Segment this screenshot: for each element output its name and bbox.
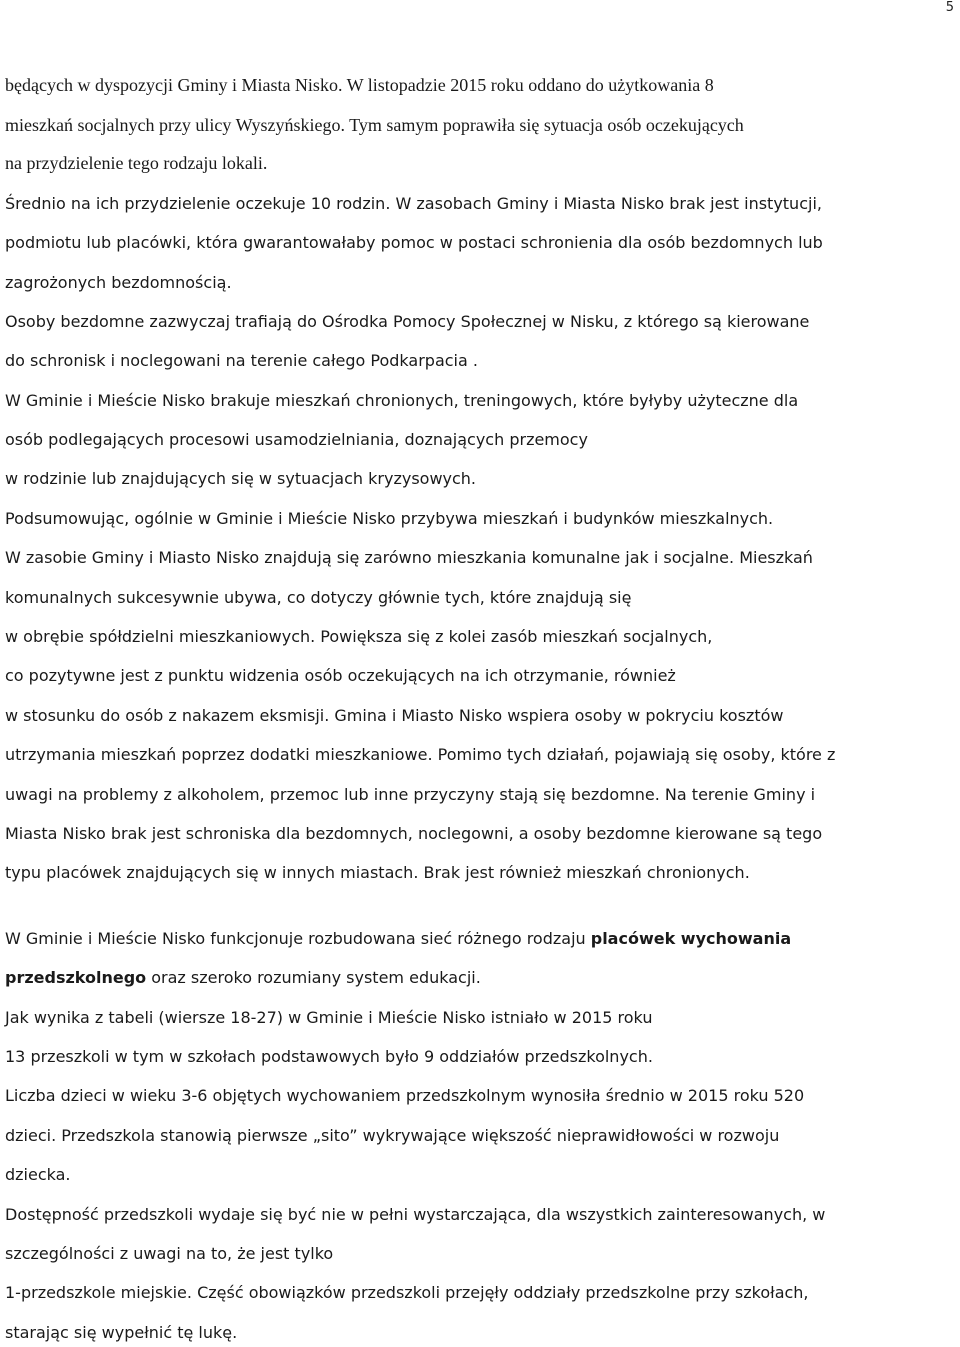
- text-line: Jak wynika z tabeli (wiersze 18-27) w Gminie i Mieście Nisko istniało w 2015 roku: [5, 1008, 653, 1027]
- text-line: zagrożonych bezdomnością.: [5, 273, 232, 292]
- text-line: podmiotu lub placówki, która gwarantowałaby pomoc w postaci schronienia dla osób bezdomnych lub: [5, 233, 823, 252]
- text-line: uwagi na problemy z alkoholem, przemoc lub inne przyczyny stają się bezdomne. Na terenie Gminy i: [5, 785, 816, 804]
- text-line: w stosunku do osób z nakazem eksmisji. Gmina i Miasto Nisko wspiera osoby w pokryciu kosztów: [5, 706, 784, 725]
- bold-text: placówek wychowania: [590, 929, 792, 948]
- text-line: Liczba dzieci w wieku 3-6 objętych wychowaniem przedszkolnym wynosiła średnio w 2015 roku 520: [5, 1086, 805, 1105]
- text-line: starając się wypełnić tę lukę.: [5, 1323, 238, 1342]
- text-line: co pozytywne jest z punktu widzenia osób oczekujących na ich otrzymanie, również: [5, 666, 676, 685]
- text-line: na przydzielenie tego rodzaju lokali.: [5, 153, 268, 173]
- text-line: osób podlegających procesowi usamodzielniania, doznających przemocy: [5, 430, 588, 449]
- text-line: 1-przedszkole miejskie. Część obowiązków przedszkoli przejęły oddziały przedszkolne przy szkołach,: [5, 1283, 809, 1302]
- text-line: komunalnych sukcesywnie ubywa, co dotyczy głównie tych, które znajdują się: [5, 588, 632, 607]
- text-line: Osoby bezdomne zazwyczaj trafiają do Ośrodka Pomocy Społecznej w Nisku, z którego są kierowane: [5, 312, 810, 331]
- page-number: 5: [945, 0, 954, 15]
- text-line: [5, 928, 791, 950]
- text-line: utrzymania mieszkań poprzez dodatki mieszkaniowe. Pomimo tych działań, pojawiają się osoby, które z: [5, 745, 836, 764]
- text-span: Średnio na ich przydzielenie oczekuje 10 rodzin.: [5, 194, 391, 213]
- text-span: W Gminie i Mieście Nisko funkcjonuje rozbudowana sieć różnego rodzaju: [5, 929, 591, 948]
- text-line: w rodzinie lub znajdujących się w sytuacjach kryzysowych.: [5, 469, 477, 488]
- text-line: [5, 967, 481, 989]
- text-line: typu placówek znajdujących się w innych miastach. Brak jest również mieszkań chronionych.: [5, 863, 750, 882]
- text-line: Miasta Nisko brak jest schroniska dla bezdomnych, noclegowni, a osoby bezdomne kierowane są tego: [5, 824, 823, 843]
- text-line: dziecka.: [5, 1165, 71, 1184]
- bold-text: przedszkolnego: [5, 968, 147, 987]
- text-line: dzieci. Przedszkola stanowią pierwsze „sito” wykrywające większość nieprawidłowości w rozwoju: [5, 1126, 780, 1145]
- text-line: mieszkań socjalnych przy ulicy Wyszyńskiego. Tym samym poprawiła się sytuacja osób oczekujących: [5, 115, 744, 135]
- text-line: będących w dyspozycji Gminy i Miasta Nisko. W listopadzie 2015 roku oddano do użytkowania 8: [5, 75, 714, 95]
- text-line: szczególności z uwagi na to, że jest tylko: [5, 1244, 334, 1263]
- text-span: W zasobach Gminy i Miasta Nisko brak jest instytucji,: [390, 194, 822, 213]
- text-line: W Gminie i Mieście Nisko brakuje mieszkań chronionych, treningowych, które byłyby użyteczne dla: [5, 391, 799, 410]
- text-line: Podsumowując, ogólnie w Gminie i Mieście Nisko przybywa mieszkań i budynków mieszkalnych.: [5, 509, 774, 528]
- text-line: 13 przeszkoli w tym w szkołach podstawowych było 9 oddziałów przedszkolnych.: [5, 1047, 653, 1066]
- text-line: do schronisk i noclegowani na terenie całego Podkarpacia .: [5, 351, 478, 370]
- text-line: W zasobie Gminy i Miasto Nisko znajdują się zarówno mieszkania komunalne jak i socjalne. Mieszkań: [5, 548, 813, 567]
- text-line: [5, 192, 822, 215]
- text-line: Dostępność przedszkoli wydaje się być nie w pełni wystarczająca, dla wszystkich zainteresowanych, w: [5, 1205, 826, 1224]
- text-line: w obrębie spółdzielni mieszkaniowych. Powiększa się z kolei zasób mieszkań socjalnych,: [5, 627, 713, 646]
- text-span: oraz szeroko rozumiany system edukacji.: [146, 968, 481, 987]
